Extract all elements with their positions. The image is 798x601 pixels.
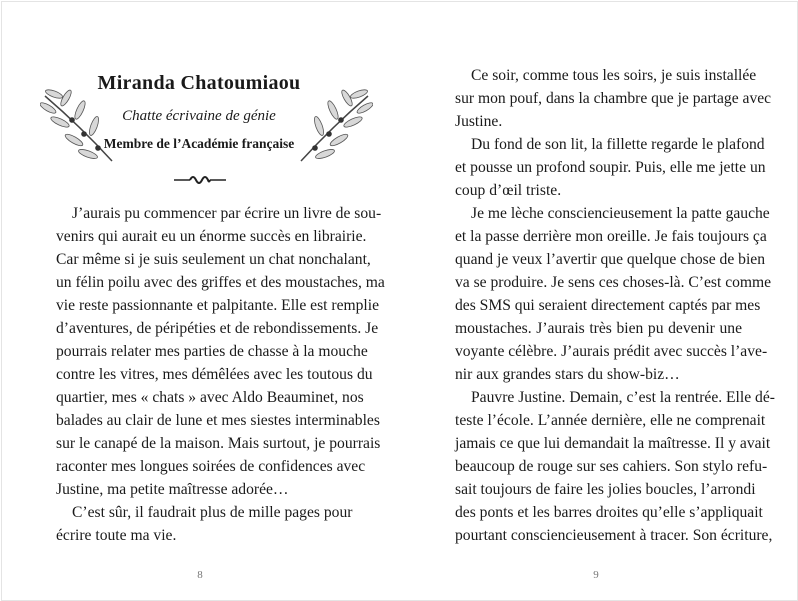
page-number: 9 (593, 569, 599, 581)
text-line: moustaches. J’aurais très bien pu devenir une (455, 320, 742, 337)
text-line: Ce soir, comme tous les soirs, je suis installée (471, 67, 757, 84)
text-line: venirs qui aurait eu un énorme succès en librairie. (56, 228, 367, 245)
text-line: Car même si je suis seulement un chat nonchalant, (56, 251, 371, 268)
text-line: raconter mes longues soirées de confidences avec (56, 458, 366, 475)
text-line: beaucoup de rouge sur ses cahiers. Son stylo refu- (455, 458, 768, 475)
text-line: Je me lèche consciencieusement la patte gauche (471, 205, 770, 222)
text-line: pourrais relater mes parties de chasse à la mouche (56, 343, 368, 360)
text-line: vie reste passionnante et palpitante. Elle est remplie (56, 297, 380, 314)
text-line: un félin poilu avec des griffes et des moustaches, ma (56, 274, 385, 291)
laurel-left-icon (40, 86, 115, 166)
text-line: sur mon pouf, dans la chambre que je partage avec (455, 90, 772, 107)
text-line: va se produire. Je sens ces choses-là. C’est comme (455, 274, 772, 291)
text-line: et la passe derrière mon oreille. Je fais toujours ça (455, 228, 767, 245)
text-line: balades au clair de lune et mes siestes interminables (56, 412, 380, 429)
text-line: Du fond de son lit, la fillette regarde le plafond (471, 136, 765, 153)
text-line: J’aurais pu commencer par écrire un livre de sou- (72, 205, 382, 222)
text-line: Justine, ma petite maîtresse adorée… (56, 481, 289, 498)
text-line: quartier, mes « chats » avec Aldo Beauminet, nos (56, 389, 364, 406)
text-line: pourtant consciencieusement à tracer. Son écriture, (455, 527, 773, 544)
left-body-text (56, 202, 385, 547)
flourish-divider-icon (172, 174, 228, 186)
text-line: Pauvre Justine. Demain, c’est la rentrée. Elle dé- (471, 389, 775, 406)
text-line: coup d’œil triste. (455, 182, 562, 199)
text-line: d’aventures, de péripéties et de rebondissements. Je (56, 320, 379, 337)
text-line: et pousse un profond soupir. Puis, elle me jette un (455, 159, 766, 176)
text-line: C’est sûr, il faudrait plus de mille pages pour (72, 504, 353, 521)
text-line: nir aux grandes stars du show-biz… (455, 366, 680, 383)
right-page (400, 0, 798, 601)
laurel-right-icon (298, 86, 373, 166)
author-subtitle: Chatte écrivaine de génie (122, 108, 276, 124)
right-body-text (455, 64, 775, 547)
page-number: 8 (197, 569, 203, 581)
author-title: Miranda Chatoumiaou (97, 72, 301, 94)
text-line: Justine. (455, 113, 503, 130)
text-line: des SMS qui seraient directement captés par mes (455, 297, 761, 314)
text-line: sait toujours de faire les jolies boucles, l’arrondi (455, 481, 756, 498)
text-line: des ponts et les barres droites qu’elle s’appliquait (455, 504, 763, 521)
text-line: quand je veux l’avertir que quelque chose de bien (455, 251, 766, 268)
text-line: teste l’école. L’année dernière, elle ne comprenait (455, 412, 766, 429)
text-line: contre les vitres, mes démêlées avec les toutous du (56, 366, 373, 383)
text-line: jamais ce que lui demandait la maîtresse. Il y avait (455, 435, 771, 452)
text-line: voyante célèbre. J’aurais prédit avec succès l’ave- (455, 343, 768, 360)
text-line: sur le canapé de la maison. Mais surtout, je pourrais (56, 435, 381, 452)
left-page (0, 0, 398, 601)
author-membership: Membre de l’Académie française (103, 136, 295, 151)
text-line: écrire toute ma vie. (56, 527, 177, 544)
